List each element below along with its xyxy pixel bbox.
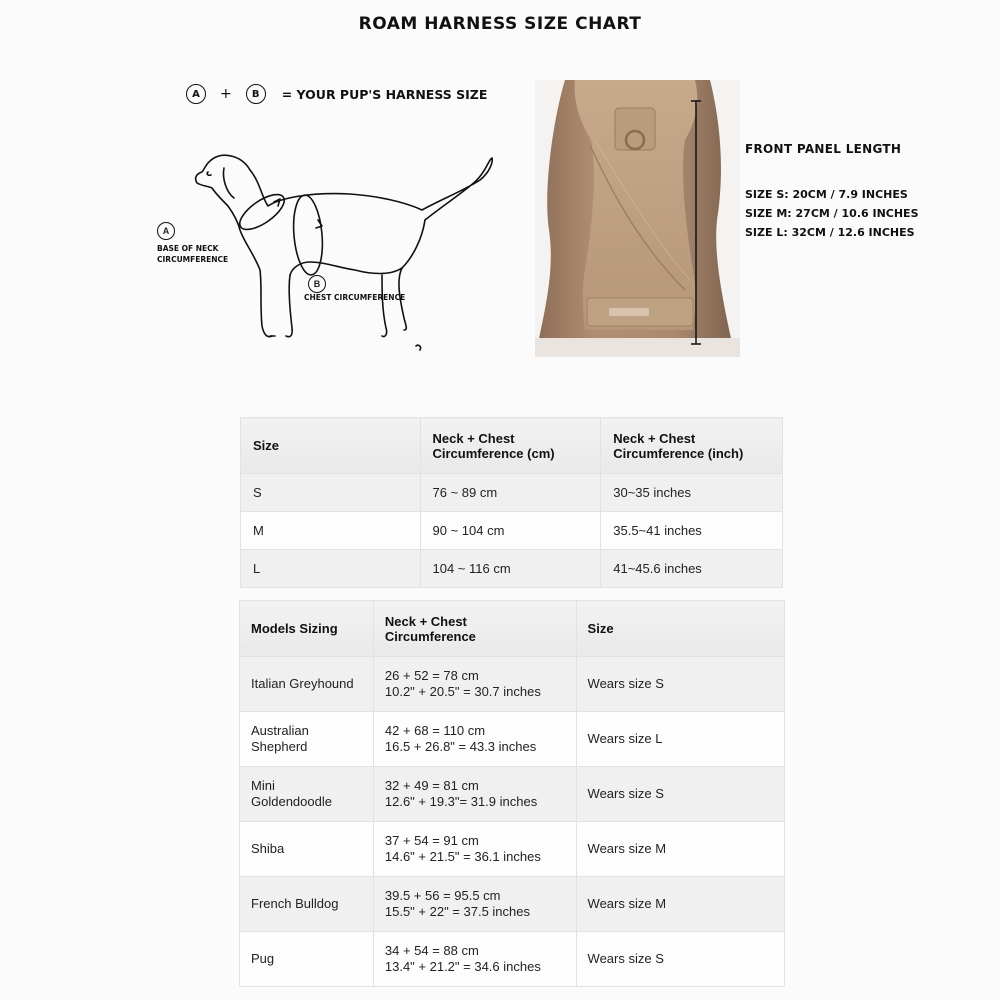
circ-inch: 16.5 + 26.8" = 43.3 inches — [384, 739, 537, 754]
model-size-cell: Wears size S — [576, 767, 784, 822]
label-b-badge: B — [246, 84, 266, 104]
front-panel-sizes — [745, 185, 919, 242]
circ-cell — [373, 822, 576, 877]
model-line: Mini — [251, 778, 275, 793]
inch-cell: 41~45.6 inches — [601, 550, 783, 588]
table-row — [240, 822, 785, 877]
cm-cell: 90 ~ 104 cm — [420, 512, 601, 550]
table-row — [240, 767, 785, 822]
circ-cm: 26 + 52 = 78 cm — [384, 668, 479, 683]
size-formula — [186, 83, 487, 105]
chest-label-text: CHEST CIRCUMFERENCE — [304, 293, 406, 302]
neck-label — [157, 221, 229, 264]
harness-photo-image — [535, 80, 740, 357]
plus-sign: + — [220, 86, 232, 102]
model-line: Pug — [251, 951, 275, 966]
table-row — [241, 512, 783, 550]
size-header-line1: Size — [253, 438, 280, 453]
circ-cm: 42 + 68 = 110 cm — [384, 723, 486, 738]
inch-header — [601, 418, 783, 474]
panel-length-indicator — [690, 100, 702, 345]
harness-photo — [535, 80, 740, 357]
model-cell — [240, 767, 374, 822]
size-header — [241, 418, 421, 474]
circ-inch: 12.6" + 19.3"= 31.9 inches — [384, 794, 538, 809]
circ-header-line1: Neck + Chest — [384, 613, 467, 629]
models-header-line1: Models Sizing — [251, 621, 338, 636]
model-cell — [240, 822, 374, 877]
table-row — [240, 712, 785, 767]
model-cell — [240, 657, 374, 712]
label-a-badge: A — [186, 84, 206, 104]
model-line: French Bulldog — [251, 896, 339, 911]
inch-header-line2: Circumference (inch) — [613, 445, 744, 461]
models-header — [240, 601, 374, 657]
table-row — [240, 932, 785, 987]
circ-cm: 34 + 54 = 88 cm — [384, 943, 479, 958]
circ-inch: 13.4" + 21.2" = 34.6 inches — [384, 959, 541, 974]
inch-cell: 35.5~41 inches — [601, 512, 783, 550]
model-line: Australian — [251, 723, 309, 738]
circ-cm: 32 + 49 = 81 cm — [384, 778, 479, 793]
model-size-cell: Wears size M — [576, 877, 784, 932]
table-row — [241, 474, 783, 512]
formula-text: = YOUR PUP'S HARNESS SIZE — [281, 86, 488, 102]
circ-inch: 15.5" + 22" = 37.5 inches — [384, 904, 530, 919]
chest-label-badge: B — [308, 275, 326, 293]
model-cell — [240, 712, 374, 767]
circ-header — [373, 601, 576, 657]
model-cell — [240, 932, 374, 987]
model-size-cell: Wears size L — [576, 712, 784, 767]
model-line: Italian Greyhound — [251, 676, 354, 691]
neck-label-badge: A — [157, 222, 175, 240]
circ-cell — [373, 657, 576, 712]
cm-header-line2: Circumference (cm) — [432, 445, 555, 461]
model-line: Shiba — [251, 841, 285, 856]
model-size-header — [576, 601, 784, 657]
table-row — [241, 550, 783, 588]
table-row — [240, 877, 785, 932]
neck-label-line2: CIRCUMFERENCE — [157, 255, 229, 264]
chest-label — [304, 274, 406, 302]
models-table — [239, 600, 785, 987]
front-panel-size-m: SIZE M: 27CM / 10.6 INCHES — [745, 207, 919, 220]
model-size-cell: Wears size S — [576, 932, 784, 987]
circ-cell — [373, 712, 576, 767]
circ-inch: 14.6" + 21.5" = 36.1 inches — [384, 849, 541, 864]
model-size-cell: Wears size S — [576, 657, 784, 712]
size-table-header — [241, 418, 783, 474]
size-cell: S — [241, 474, 421, 512]
cm-header — [420, 418, 601, 474]
front-panel-size-l: SIZE L: 32CM / 12.6 INCHES — [745, 226, 915, 239]
inch-cell: 30~35 inches — [601, 474, 783, 512]
circ-header-line2: Circumference — [384, 628, 476, 644]
model-size-header-line1: Size — [587, 621, 614, 636]
page-title: ROAM HARNESS SIZE CHART — [358, 14, 642, 34]
neck-label-line1: BASE OF NECK — [157, 244, 219, 253]
front-panel-title: FRONT PANEL LENGTH — [745, 142, 902, 156]
model-line: Shepherd — [251, 739, 308, 754]
circ-cell — [373, 877, 576, 932]
model-cell — [240, 877, 374, 932]
cm-cell: 104 ~ 116 cm — [420, 550, 601, 588]
model-line: Goldendoodle — [251, 794, 332, 809]
circ-cm: 39.5 + 56 = 95.5 cm — [384, 888, 501, 903]
circ-inch: 10.2" + 20.5" = 30.7 inches — [384, 684, 541, 699]
size-cell: L — [241, 550, 421, 588]
circ-cell — [373, 767, 576, 822]
inch-header-line1: Neck + Chest — [613, 430, 696, 446]
size-cell: M — [241, 512, 421, 550]
size-table — [240, 417, 783, 588]
cm-cell: 76 ~ 89 cm — [420, 474, 601, 512]
cm-header-line1: Neck + Chest — [432, 430, 515, 446]
circ-cm: 37 + 54 = 91 cm — [384, 833, 479, 848]
neck-label-text — [157, 243, 247, 265]
models-table-header — [240, 601, 785, 657]
front-panel-size-s: SIZE S: 20CM / 7.9 INCHES — [745, 188, 908, 201]
circ-cell — [373, 932, 576, 987]
model-size-cell: Wears size M — [576, 822, 784, 877]
table-row — [240, 657, 785, 712]
